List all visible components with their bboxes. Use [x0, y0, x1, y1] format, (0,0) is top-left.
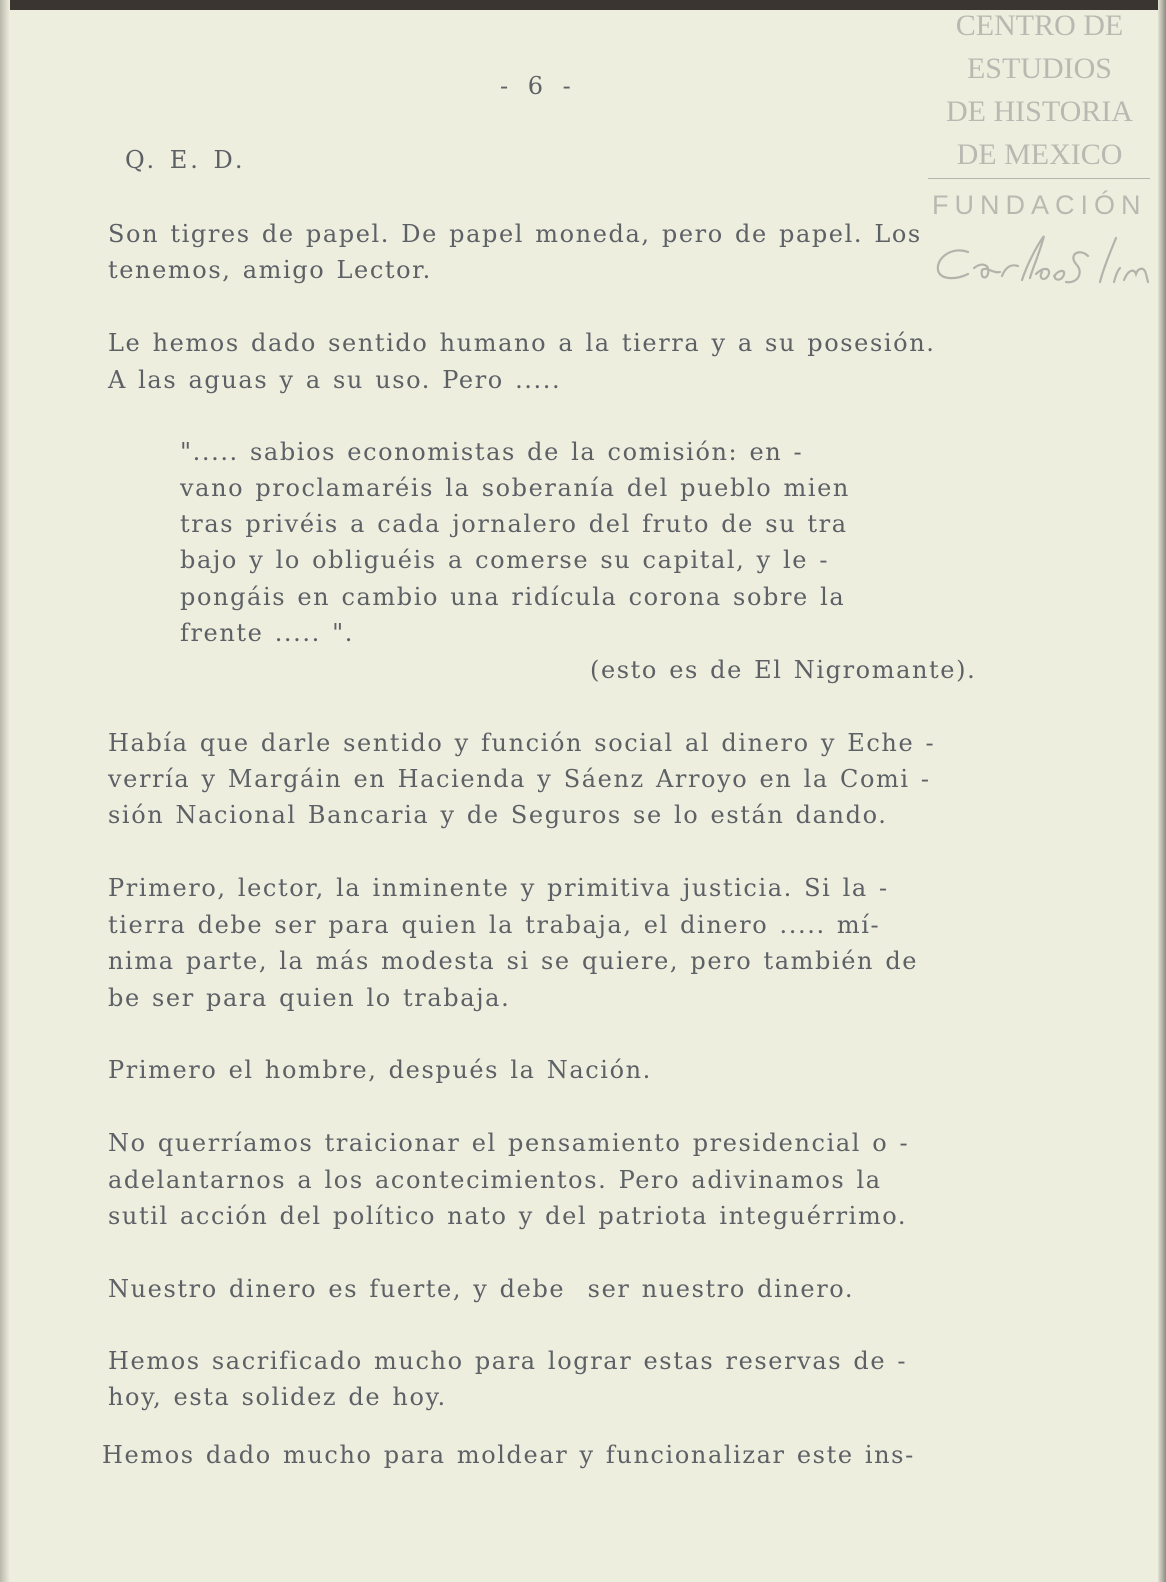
paragraph-line: Nuestro dinero es fuerte, y debe ser nuestro dinero. — [108, 1275, 855, 1303]
quote-line: "..... sabios economistas de la comisión: en - — [180, 438, 804, 466]
paragraph-line: Había que darle sentido y función social al dinero y Eche - — [108, 729, 936, 757]
page-number: - 6 - — [500, 72, 577, 100]
paragraph-line: verría y Margáin en Hacienda y Sáenz Arroyo en la Comi - — [108, 765, 931, 793]
paragraph-line: Primero, lector, la inminente y primitiva justicia. Si la - — [108, 874, 889, 902]
quote-line: pongáis en cambio una ridícula corona sobre la — [180, 583, 846, 611]
heading-qed: Q. E. D. — [125, 146, 246, 174]
paragraph-line: Hemos dado mucho para moldear y funcionalizar este ins- — [102, 1441, 915, 1469]
paragraph-line: Hemos sacrificado mucho para lograr estas reservas de - — [108, 1347, 908, 1375]
paragraph-line: No querríamos traicionar el pensamiento presidencial o - — [108, 1129, 910, 1157]
paragraph-line: be ser para quien lo trabaja. — [108, 984, 511, 1012]
paragraph-line: tenemos, amigo Lector. — [108, 256, 432, 284]
paragraph-line: adelantarnos a los acontecimientos. Pero adivinamos la — [108, 1166, 882, 1194]
quote-line: tras privéis a cada jornalero del fruto de su tra — [180, 510, 848, 538]
quote-line: vano proclamaréis la soberanía del pueblo mien — [180, 474, 850, 502]
watermark-line: ESTUDIOS — [966, 52, 1112, 85]
watermark-line: DE HISTORIA — [946, 95, 1133, 128]
paragraph-line: Primero el hombre, después la Nación. — [108, 1056, 652, 1084]
archive-watermark — [932, 4, 1147, 176]
watermark-line: DE MEXICO — [956, 138, 1123, 171]
page-left-edge — [0, 0, 10, 1582]
quote-attribution: (esto es de El Nigromante). — [590, 656, 977, 684]
paragraph-line: hoy, esta solidez de hoy. — [108, 1383, 447, 1411]
signature-icon — [928, 222, 1158, 298]
paragraph-line: Le hemos dado sentido humano a la tierra y a su posesión. — [108, 329, 936, 357]
paragraph-line: sión Nacional Bancaria y de Seguros se lo están dando. — [108, 801, 888, 829]
quote-line: frente ..... ". — [180, 619, 354, 647]
paragraph-line: sutil acción del político nato y del patriota integuérrimo. — [108, 1202, 908, 1230]
paragraph-line: nima parte, la más modesta si se quiere, pero también de — [108, 947, 919, 975]
watermark-line: CENTRO DE — [955, 9, 1124, 42]
paragraph-line: Son tigres de papel. De papel moneda, pero de papel. Los — [108, 220, 922, 248]
watermark-rule — [928, 178, 1150, 179]
paragraph-line: tierra debe ser para quien la trabaja, el dinero ..... mí- — [108, 911, 881, 939]
paragraph-line: A las aguas y a su uso. Pero ..... — [108, 366, 562, 394]
quote-line: bajo y lo obliguéis a comerse su capital, y le - — [180, 546, 830, 574]
page-right-edge — [1158, 0, 1166, 1582]
watermark-foundation: FUNDACIÓN — [932, 190, 1147, 220]
